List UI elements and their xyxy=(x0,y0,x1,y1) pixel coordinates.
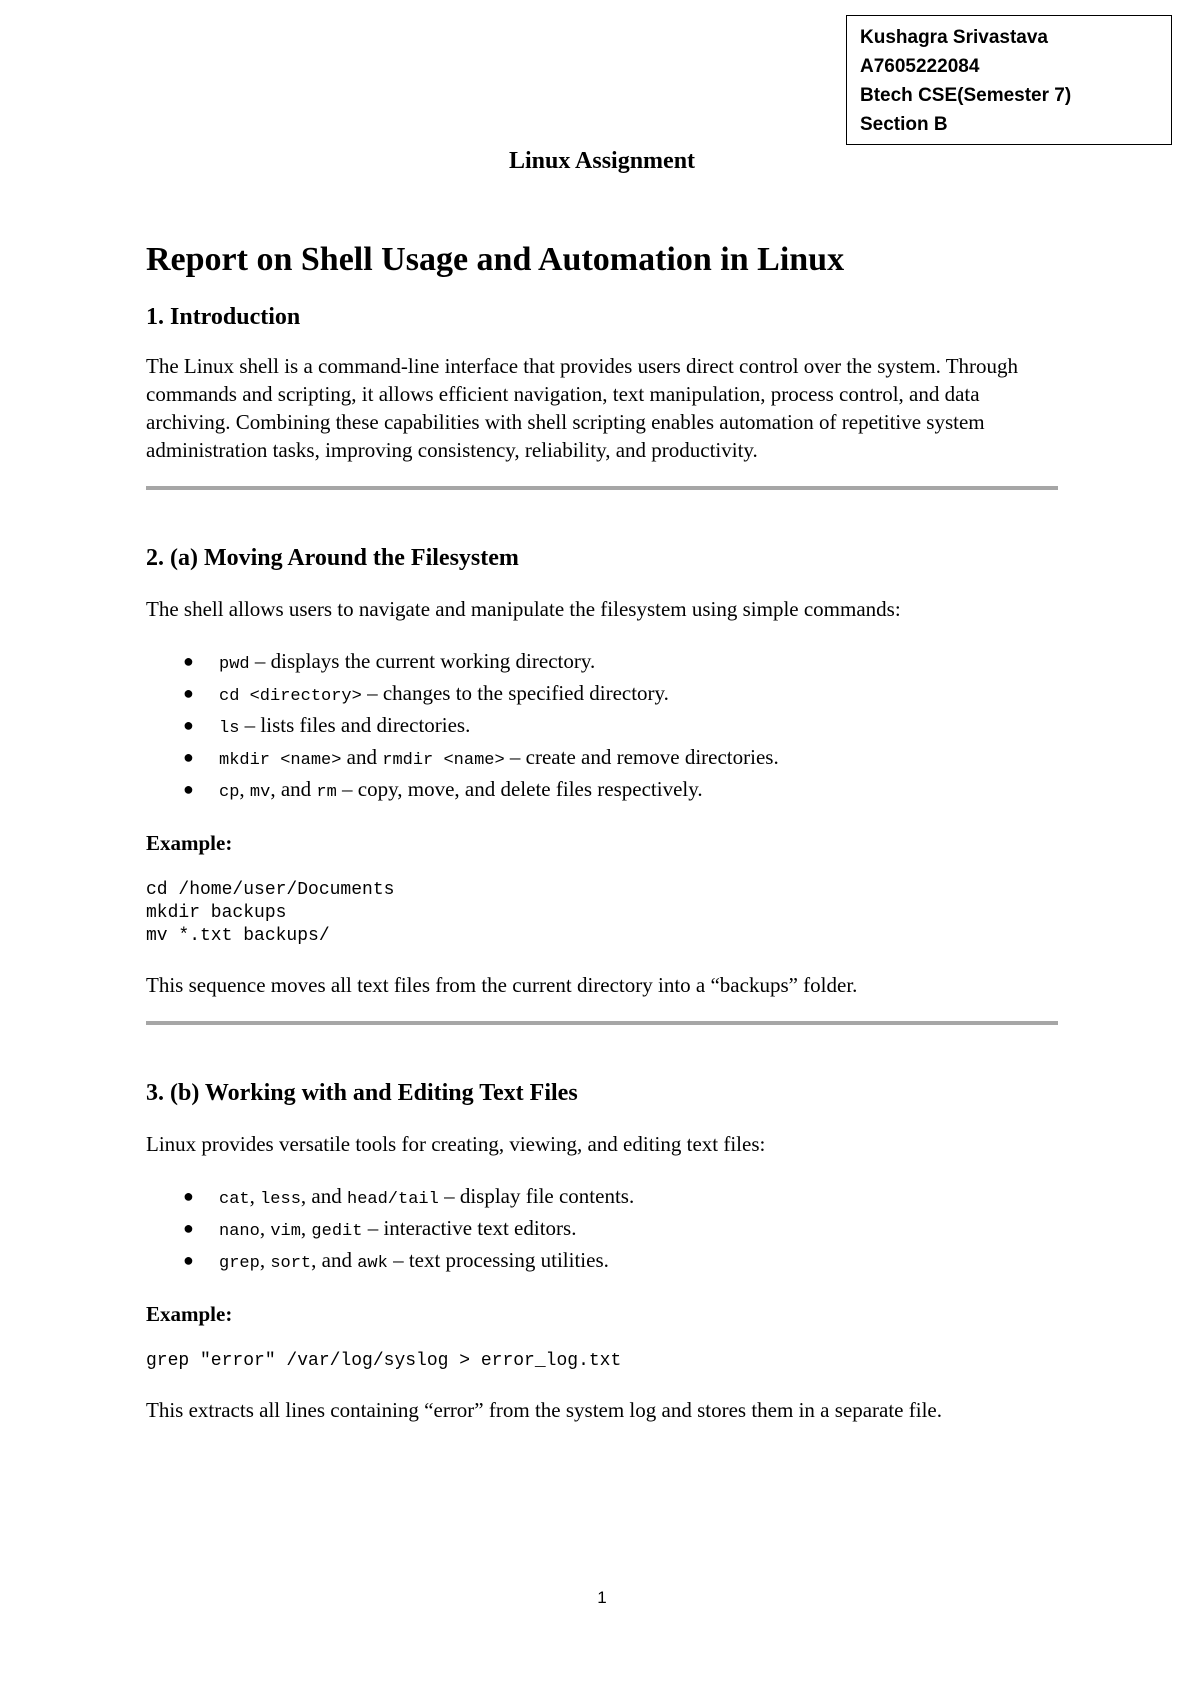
command-code: cd <directory> xyxy=(219,687,362,706)
command-code: mkdir <name> xyxy=(219,751,342,770)
section-divider xyxy=(146,486,1058,490)
intro-heading: 1. Introduction xyxy=(146,304,301,330)
section-b-heading: 3. (b) Working with and Editing Text Files xyxy=(146,1080,578,1106)
section-a-example-label: Example: xyxy=(146,831,233,855)
bullet-icon: ● xyxy=(183,715,194,735)
section-a-command-list xyxy=(146,647,1058,807)
list-item xyxy=(146,647,1058,679)
command-description: – text processing utilities. xyxy=(387,1248,609,1272)
command-code: grep xyxy=(219,1254,260,1273)
command-code: less xyxy=(260,1190,301,1209)
list-item xyxy=(146,711,1058,743)
command-code: nano xyxy=(219,1222,260,1241)
section-b-intro: Linux provides versatile tools for creating, viewing, and editing text files: xyxy=(146,1132,766,1156)
section-b-code-block xyxy=(146,1350,1058,1373)
student-enrollment: A7605222084 xyxy=(860,56,980,77)
list-item xyxy=(146,775,1058,807)
section-a-heading: 2. (a) Moving Around the Filesystem xyxy=(146,545,519,571)
command-code: sort xyxy=(270,1254,312,1273)
code-line: mkdir backups xyxy=(146,903,287,923)
command-code: mv xyxy=(249,783,271,802)
command-code: cat xyxy=(219,1190,250,1209)
section-divider xyxy=(146,1021,1058,1025)
section-a-intro: The shell allows users to navigate and manipulate the filesystem using simple commands: xyxy=(146,597,901,621)
assignment-title: Linux Assignment xyxy=(508,148,696,174)
bullet-icon: ● xyxy=(183,1186,194,1206)
list-item xyxy=(146,1182,1058,1214)
command-code: awk xyxy=(357,1254,388,1273)
bullet-icon: ● xyxy=(183,683,194,703)
code-line: cd /home/user/Documents xyxy=(146,880,395,900)
command-separator: , and xyxy=(300,1184,347,1208)
list-item xyxy=(146,1246,1058,1278)
bullet-icon: ● xyxy=(183,651,194,671)
command-code: rmdir <name> xyxy=(382,751,505,770)
page-number: 1 xyxy=(597,1588,607,1607)
command-description: – displays the current working directory. xyxy=(249,649,596,673)
command-description: – changes to the specified directory. xyxy=(361,681,669,705)
student-program: Btech CSE(Semester 7) xyxy=(860,85,1072,106)
section-a-explanation: This sequence moves all text files from the current directory into a “backups” folder. xyxy=(146,973,858,997)
command-code: head/tail xyxy=(347,1190,439,1209)
section-b-tool-list xyxy=(146,1182,1058,1278)
command-code: ls xyxy=(219,719,240,738)
student-name: Kushagra Srivastava xyxy=(860,27,1048,48)
command-separator: , xyxy=(249,1184,261,1208)
command-code: gedit xyxy=(311,1222,363,1241)
section-b-explanation: This extracts all lines containing “error” from the system log and stores them in a separate file. xyxy=(146,1398,942,1422)
command-description: – create and remove directories. xyxy=(504,745,779,769)
list-item xyxy=(146,743,1058,775)
command-separator: , xyxy=(259,1216,271,1240)
code-line: grep "error" /var/log/syslog > error_log.txt xyxy=(146,1351,622,1371)
command-separator: , and xyxy=(270,777,317,801)
command-code: rm xyxy=(316,783,337,802)
list-item xyxy=(146,1214,1058,1246)
intro-paragraph: The Linux shell is a command-line interface that provides users direct control over the system. Through commands and scripting, it allows efficient navigation, text manipulation, process control, and data archiving. Combining these capabilities with shell scripting enables automation of repetitive system administration tasks, improving consistency, reliability, and productivity. xyxy=(146,354,1019,462)
command-code: pwd xyxy=(219,655,250,674)
command-separator: , xyxy=(239,777,250,801)
bullet-icon: ● xyxy=(183,1250,194,1270)
command-description: – display file contents. xyxy=(438,1184,635,1208)
report-title: Report on Shell Usage and Automation in Linux xyxy=(146,241,845,278)
command-description: – lists files and directories. xyxy=(239,713,471,737)
student-section: Section B xyxy=(860,114,948,135)
section-b-example-label: Example: xyxy=(146,1302,233,1326)
command-separator: and xyxy=(341,745,383,769)
command-description: – copy, move, and delete files respectively. xyxy=(336,777,703,801)
document-body xyxy=(146,240,1058,1424)
command-separator: , xyxy=(259,1248,271,1272)
bullet-icon: ● xyxy=(183,747,194,767)
bullet-icon: ● xyxy=(183,1218,194,1238)
command-separator: , and xyxy=(311,1248,358,1272)
list-item xyxy=(146,679,1058,711)
command-separator: , xyxy=(300,1216,312,1240)
student-id-box xyxy=(846,15,1172,145)
command-code: cp xyxy=(219,783,240,802)
code-line: mv *.txt backups/ xyxy=(146,926,330,946)
section-a-code-block xyxy=(146,879,1058,948)
command-code: vim xyxy=(270,1222,301,1241)
command-description: – interactive text editors. xyxy=(362,1216,577,1240)
bullet-icon: ● xyxy=(183,779,194,799)
